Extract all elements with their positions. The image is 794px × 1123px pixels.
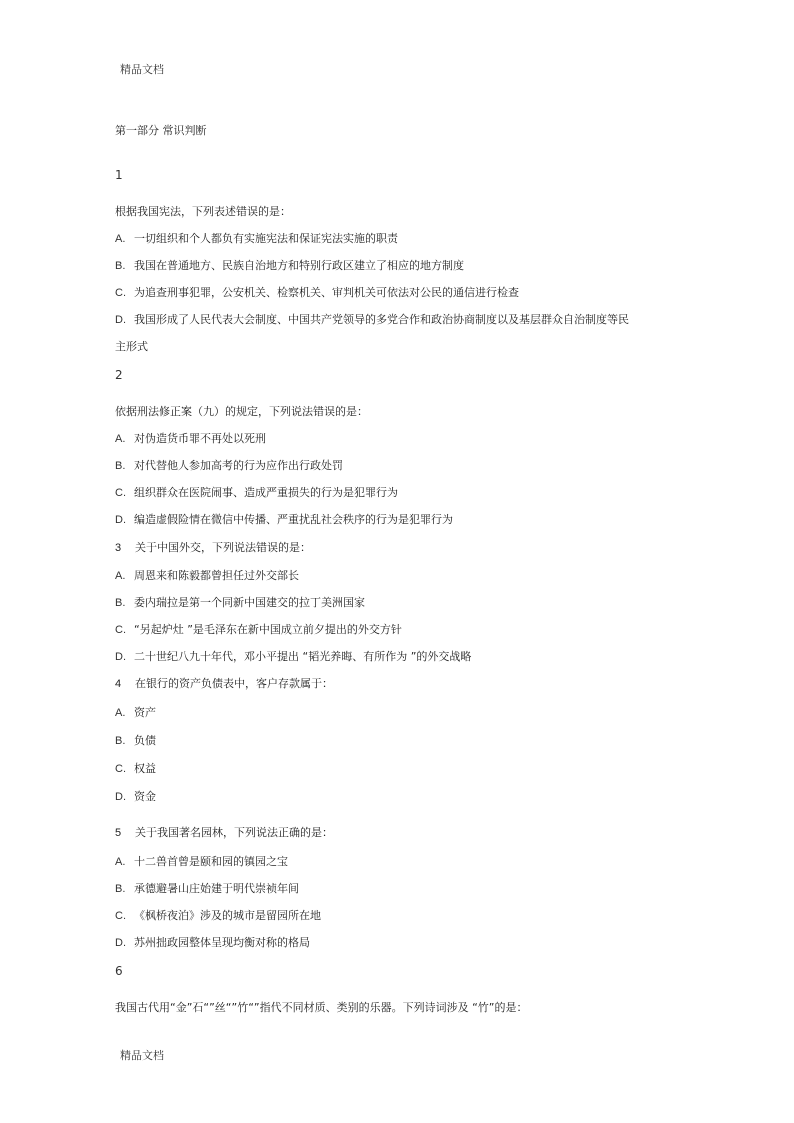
option-letter: D. [115, 314, 126, 326]
option-text: 我国在普通地方、民族自治地方和特别行政区建立了相应的地方制度 [134, 259, 464, 272]
option-text: 苏州拙政园整体呈现均衡对称的格局 [134, 936, 310, 949]
option [115, 596, 365, 610]
option-text: 《枫桥夜泊》涉及的城市是留园所在地 [134, 909, 321, 922]
question-number: 4 [115, 678, 122, 690]
question-stem-row [115, 677, 333, 691]
option-letter: A. [115, 433, 126, 445]
option-text: 一切组织和个人都负有实施宪法和保证宪法实施的职责 [134, 232, 398, 245]
question-stem: 关于我国著名园林，下列说法正确的是： [135, 826, 333, 839]
option [115, 623, 402, 637]
question-stem: 在银行的资产负债表中，客户存款属于： [135, 677, 333, 690]
option-letter: B. [115, 883, 126, 895]
option-letter: C. [115, 910, 126, 922]
option [115, 569, 299, 583]
question-stem-row [115, 541, 311, 555]
option [115, 232, 398, 246]
question-number: 1 [115, 168, 123, 182]
option [115, 432, 266, 446]
option-letter: C. [115, 287, 126, 299]
option-letter: A. [115, 707, 126, 719]
option-letter: B. [115, 735, 126, 747]
option [115, 486, 398, 500]
option-text: 二十世纪八九十年代，邓小平提出 “韬光养晦、有所作为 ”的外交战略 [134, 650, 472, 663]
option [115, 909, 321, 923]
option-letter: D. [115, 514, 126, 526]
option [115, 313, 629, 327]
option-text: 权益 [134, 762, 156, 775]
option [115, 459, 343, 473]
option-letter: B. [115, 597, 126, 609]
question-stem: 根据我国宪法，下列表述错误的是： [115, 205, 291, 218]
option-text: 十二兽首曾是颐和园的镇园之宝 [134, 855, 288, 868]
option-letter: D. [115, 791, 126, 803]
option [115, 706, 156, 720]
option-letter: D. [115, 937, 126, 949]
option-text: 编造虚假险情在微信中传播、严重扰乱社会秩序的行为是犯罪行为 [134, 513, 453, 526]
question-stem: 依据刑法修正案（九）的规定，下列说法错误的是： [115, 405, 368, 418]
option-letter: A. [115, 856, 126, 868]
option-continuation: 主形式 [115, 340, 148, 353]
question-stem: 我国古代用“金”石“”丝“”竹“”指代不同材质、类别的乐器。下列诗词涉及 “竹”的是： [115, 1001, 528, 1014]
option-letter: A. [115, 570, 126, 582]
question-number: 5 [115, 827, 122, 839]
option [115, 790, 156, 804]
option-letter: C. [115, 487, 126, 499]
option-text: 周恩来和陈毅都曾担任过外交部长 [134, 569, 299, 582]
option [115, 882, 299, 896]
option-text: 承德避暑山庄始建于明代崇祯年间 [134, 882, 299, 895]
question-number: 3 [115, 542, 122, 554]
option-text: 为追查刑事犯罪，公安机关、检察机关、审判机关可依法对公民的通信进行检查 [134, 286, 519, 299]
question-stem-row [115, 826, 333, 840]
option-text: 委内瑞拉是第一个同新中国建交的拉丁美洲国家 [134, 596, 365, 609]
option [115, 855, 288, 869]
option [115, 513, 453, 527]
option-text: 资产 [134, 706, 156, 719]
option-text: 对伪造货币罪不再处以死刑 [134, 432, 266, 445]
question-number: 6 [115, 964, 123, 978]
option [115, 650, 471, 664]
option-text: 资金 [134, 790, 156, 803]
option-letter: A. [115, 233, 126, 245]
option-letter: B. [115, 260, 126, 272]
option-letter: D. [115, 651, 126, 663]
question-stem: 关于中国外交，下列说法错误的是： [135, 541, 311, 554]
page-header: 精品文档 [120, 63, 164, 76]
section-title: 第一部分 常识判断 [115, 124, 207, 137]
option-text: 我国形成了人民代表大会制度、中国共产党领导的多党合作和政治协商制度以及基层群众自治制度等民 [134, 313, 629, 326]
option-text: 组织群众在医院闹事、造成严重损失的行为是犯罪行为 [134, 486, 398, 499]
option [115, 259, 464, 273]
option [115, 936, 310, 950]
option-text: 对代替他人参加高考的行为应作出行政处罚 [134, 459, 343, 472]
option-letter: C. [115, 624, 126, 636]
option-text: “另起炉灶 ”是毛泽东在新中国成立前夕提出的外交方针 [134, 623, 402, 636]
option-letter: B. [115, 460, 126, 472]
question-number: 2 [115, 368, 123, 382]
page-footer: 精品文档 [120, 1049, 164, 1062]
option [115, 734, 156, 748]
option [115, 286, 519, 300]
option [115, 762, 156, 776]
option-text: 负债 [134, 734, 156, 747]
option-letter: C. [115, 763, 126, 775]
